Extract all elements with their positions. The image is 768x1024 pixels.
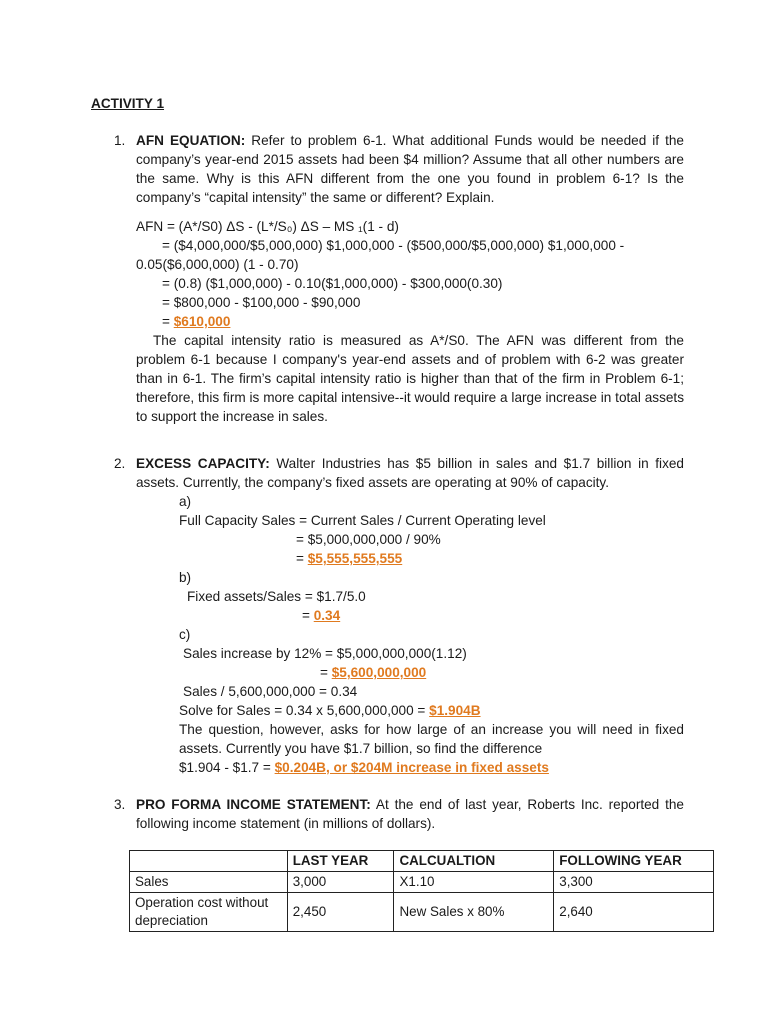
question-1 — [114, 131, 684, 426]
question-1-prompt: AFN EQUATION: Refer to problem 6-1. What additional Funds would be needed if the company’s year-end 2015 assets had been $4 million? Assume that all other numbers are the same. Why is this AFN different from the one you found in problem 6-1? Is the company’s “capital intensity” the same or different? Explain. — [136, 133, 684, 205]
table-cell: 3,300 — [554, 872, 714, 893]
afn-result: = $610,000 — [162, 314, 231, 329]
part-a-formula: Full Capacity Sales = Current Sales / Current Operating level — [179, 513, 546, 528]
part-c-answer: $5,600,000,000 — [331, 665, 427, 680]
part-b-answer: 0.34 — [313, 608, 341, 623]
afn-step-1: = ($4,000,000/$5,000,000) $1,000,000 - ($500,000/$5,000,000) $1,000,000 - — [162, 238, 625, 253]
table-header-cell: LAST YEAR — [287, 851, 394, 872]
question-title: AFN EQUATION: — [136, 133, 246, 148]
part-c-result: = $5,600,000,000 — [320, 665, 427, 680]
table-header-cell — [130, 851, 288, 872]
part-a-answer: $5,555,555,555 — [307, 551, 403, 566]
question-3 — [114, 795, 684, 833]
part-c-ratio: Sales / 5,600,000,000 = 0.34 — [183, 684, 358, 699]
part-c-solve: Solve for Sales = 0.34 x 5,600,000,000 = $1.904B — [179, 703, 481, 718]
part-c-difference: $1.904 - $1.7 = $0.204B, or $204M increase in fixed assets — [179, 760, 549, 775]
question-title: PRO FORMA INCOME STATEMENT: — [136, 797, 371, 812]
part-c-note: The question, however, asks for how large of an increase you will need in fixed assets. Currently you have $1.7 billion, so find the difference — [179, 722, 684, 756]
part-b-formula: Fixed assets/Sales = $1.7/5.0 — [187, 589, 366, 604]
part-c-solve-answer: $1.904B — [429, 703, 481, 718]
table-cell: 3,000 — [287, 872, 394, 893]
table-cell: New Sales x 80% — [394, 893, 554, 932]
table-cell: Sales — [130, 872, 288, 893]
afn-equation: AFN = (A*/S0) ΔS - (L*/S₀) ΔS – MS ₁(1 - d) — [136, 219, 399, 234]
table-row — [130, 872, 714, 893]
part-c-formula: Sales increase by 12% = $5,000,000,000(1.12) — [183, 646, 467, 661]
table-header-cell: FOLLOWING YEAR — [554, 851, 714, 872]
table-cell: X1.10 — [394, 872, 554, 893]
table-cell: 2,640 — [554, 893, 714, 932]
table-header-row — [130, 851, 714, 872]
question-title: EXCESS CAPACITY: — [136, 456, 270, 471]
part-c-label: c) — [179, 627, 191, 642]
table-cell: 2,450 — [287, 893, 394, 932]
question-number: 3. — [114, 797, 126, 812]
table-row — [130, 893, 714, 932]
question-2 — [114, 454, 684, 777]
part-a-label: a) — [179, 494, 192, 509]
part-a-step: = $5,000,000,000 / 90% — [296, 532, 441, 547]
afn-step-3: = $800,000 - $100,000 - $90,000 — [162, 295, 361, 310]
question-number: 2. — [114, 456, 126, 471]
activity-heading: ACTIVITY 1 — [91, 96, 165, 111]
afn-answer: $610,000 — [173, 314, 231, 329]
income-statement-table — [129, 850, 714, 932]
part-a-result: = $5,555,555,555 — [296, 551, 403, 566]
afn-step-2: = (0.8) ($1,000,000) - 0.10($1,000,000) - $300,000(0.30) — [162, 276, 503, 291]
afn-explanation: The capital intensity ratio is measured as A*/S0. The AFN was different from the problem 6-1 because I company's year-end assets and of problem with 6-2 was greater than in 6-1. The firm’s capital intensity ratio is higher than that of the firm in Problem 6-1; therefore, this firm is more capital intensive--it would require a large increase in total assets to support the increase in sales. — [136, 333, 684, 424]
table-header-cell: CALCUALTION — [394, 851, 554, 872]
part-c-difference-answer: $0.204B, or $204M increase in fixed assets — [274, 760, 549, 775]
afn-step-1-cont: 0.05($6,000,000) (1 - 0.70) — [136, 257, 299, 272]
question-2-prompt: EXCESS CAPACITY: Walter Industries has $5 billion in sales and $1.7 billion in fixed assets. Currently, the company’s fixed assets are operating at 90% of capacity. — [136, 456, 684, 490]
table-cell: Operation cost without depreciation — [130, 893, 288, 932]
part-b-label: b) — [179, 570, 192, 585]
question-3-prompt: PRO FORMA INCOME STATEMENT: At the end of last year, Roberts Inc. reported the following income statement (in millions of dollars). — [136, 797, 684, 831]
question-number: 1. — [114, 133, 126, 148]
part-b-result: = 0.34 — [302, 608, 341, 623]
